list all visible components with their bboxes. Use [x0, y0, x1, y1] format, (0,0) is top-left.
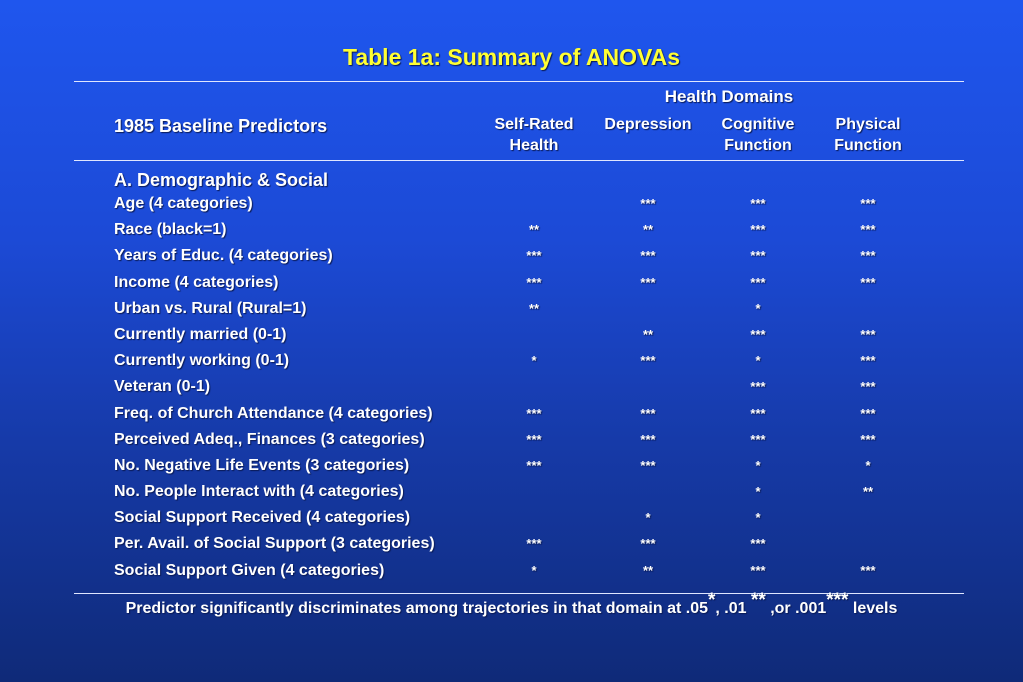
significance-cell: * [755, 457, 761, 473]
significance-cell: *** [640, 405, 656, 421]
column-header-cognitive-function [708, 114, 808, 156]
column-header-line1: Self-Rated [494, 116, 574, 133]
table-row [0, 429, 1023, 455]
footnote-text: levels [848, 600, 898, 617]
significance-cell: * [531, 562, 537, 578]
significance-cell: *** [860, 353, 876, 369]
significance-cell: *** [526, 431, 542, 447]
row-label: No. People Interact with (4 categories) [114, 483, 404, 501]
significance-cell: *** [750, 248, 766, 264]
table-row [0, 219, 1023, 245]
significance-cell: *** [640, 196, 656, 211]
table-body [0, 193, 1023, 586]
significance-cell: ** [528, 222, 540, 238]
footnote-marker: ** [750, 590, 766, 611]
column-header-line1: Depression [604, 116, 692, 133]
significance-cell: ** [642, 326, 654, 342]
column-header-self-rated-health [484, 114, 584, 156]
significance-cell: * [645, 510, 651, 526]
significance-cell: *** [750, 274, 766, 290]
table-row [0, 455, 1023, 481]
table-row [0, 560, 1023, 586]
significance-cell: *** [860, 405, 876, 421]
table-row [0, 403, 1023, 429]
footnote-marker: *** [826, 590, 849, 611]
row-label: Race (black=1) [114, 221, 227, 239]
footnote-marker: * [707, 590, 716, 611]
table-row [0, 533, 1023, 559]
significance-cell: *** [526, 457, 542, 473]
significance-cell: *** [750, 405, 766, 421]
significance-cell: *** [860, 222, 876, 238]
footnote-text: , .01 [715, 600, 751, 617]
significance-cell: *** [526, 274, 542, 290]
row-label: Urban vs. Rural (Rural=1) [114, 299, 307, 317]
significance-cell: ** [642, 222, 654, 238]
significance-cell: * [755, 353, 761, 369]
significance-cell: *** [750, 222, 766, 238]
significance-cell: *** [860, 248, 876, 264]
significance-cell: *** [750, 562, 766, 578]
table-row [0, 245, 1023, 271]
top-rule [74, 81, 964, 82]
row-label: Social Support Received (4 categories) [114, 509, 411, 527]
row-label: Perceived Adeq., Finances (3 categories) [114, 430, 425, 448]
row-label: Currently married (0-1) [114, 325, 287, 343]
table-row [0, 324, 1023, 350]
significance-cell: *** [860, 196, 876, 211]
row-label: No. Negative Life Events (3 categories) [114, 456, 410, 474]
table-row [0, 193, 1023, 219]
significance-cell: *** [750, 196, 766, 211]
column-header-line1: Cognitive [721, 116, 795, 133]
column-header-line1: Physical [835, 116, 901, 133]
row-label: Per. Avail. of Social Support (3 categories) [114, 535, 435, 553]
row-label: Currently working (0-1) [114, 352, 290, 370]
significance-cell: *** [750, 431, 766, 447]
significance-cell: *** [640, 353, 656, 369]
significance-footnote [0, 590, 1023, 618]
table-row [0, 350, 1023, 376]
significance-cell: *** [750, 536, 766, 552]
health-domains-header: Health Domains [664, 87, 794, 106]
row-label: Veteran (0-1) [114, 378, 211, 396]
significance-cell: * [755, 510, 761, 526]
significance-cell: *** [750, 326, 766, 342]
significance-cell: ** [642, 562, 654, 578]
significance-cell: * [531, 353, 537, 369]
slide-title: Table 1a: Summary of ANOVAs [343, 44, 680, 70]
significance-cell: *** [860, 274, 876, 290]
header-rule [74, 160, 964, 161]
significance-cell: * [755, 300, 761, 316]
significance-cell: *** [640, 431, 656, 447]
significance-cell: *** [860, 562, 876, 578]
significance-cell: *** [526, 536, 542, 552]
predictors-column-header: 1985 Baseline Predictors [114, 116, 328, 136]
significance-cell: *** [640, 457, 656, 473]
significance-cell: ** [528, 300, 540, 316]
column-header-line2: Health [509, 137, 559, 154]
table-row [0, 376, 1023, 402]
table-row [0, 298, 1023, 324]
column-header-line2: Function [724, 137, 792, 154]
significance-cell: *** [526, 405, 542, 421]
table-row [0, 507, 1023, 533]
row-label: Years of Educ. (4 categories) [114, 247, 333, 265]
row-label: Freq. of Church Attendance (4 categories) [114, 404, 433, 422]
column-header-depression [596, 114, 700, 135]
significance-cell: *** [860, 379, 876, 395]
significance-cell: * [865, 457, 871, 473]
row-label: Age (4 categories) [114, 195, 253, 212]
section-heading: A. Demographic & Social [114, 170, 329, 190]
significance-cell: * [755, 484, 761, 500]
footnote-text: ,or .001 [765, 600, 827, 617]
significance-cell: ** [862, 484, 874, 500]
row-label: Income (4 categories) [114, 273, 279, 291]
table-row [0, 481, 1023, 507]
significance-cell: *** [640, 536, 656, 552]
significance-cell: *** [640, 274, 656, 290]
significance-cell: *** [526, 248, 542, 264]
column-header-physical-function [818, 114, 918, 156]
table-row [0, 272, 1023, 298]
footnote-text: Predictor significantly discriminates among trajectories in that domain at .05 [125, 600, 708, 617]
significance-cell: *** [860, 326, 876, 342]
row-label: Social Support Given (4 categories) [114, 561, 385, 579]
column-header-line2: Function [834, 137, 902, 154]
significance-cell: *** [640, 248, 656, 264]
significance-cell: *** [860, 431, 876, 447]
significance-cell: *** [750, 379, 766, 395]
